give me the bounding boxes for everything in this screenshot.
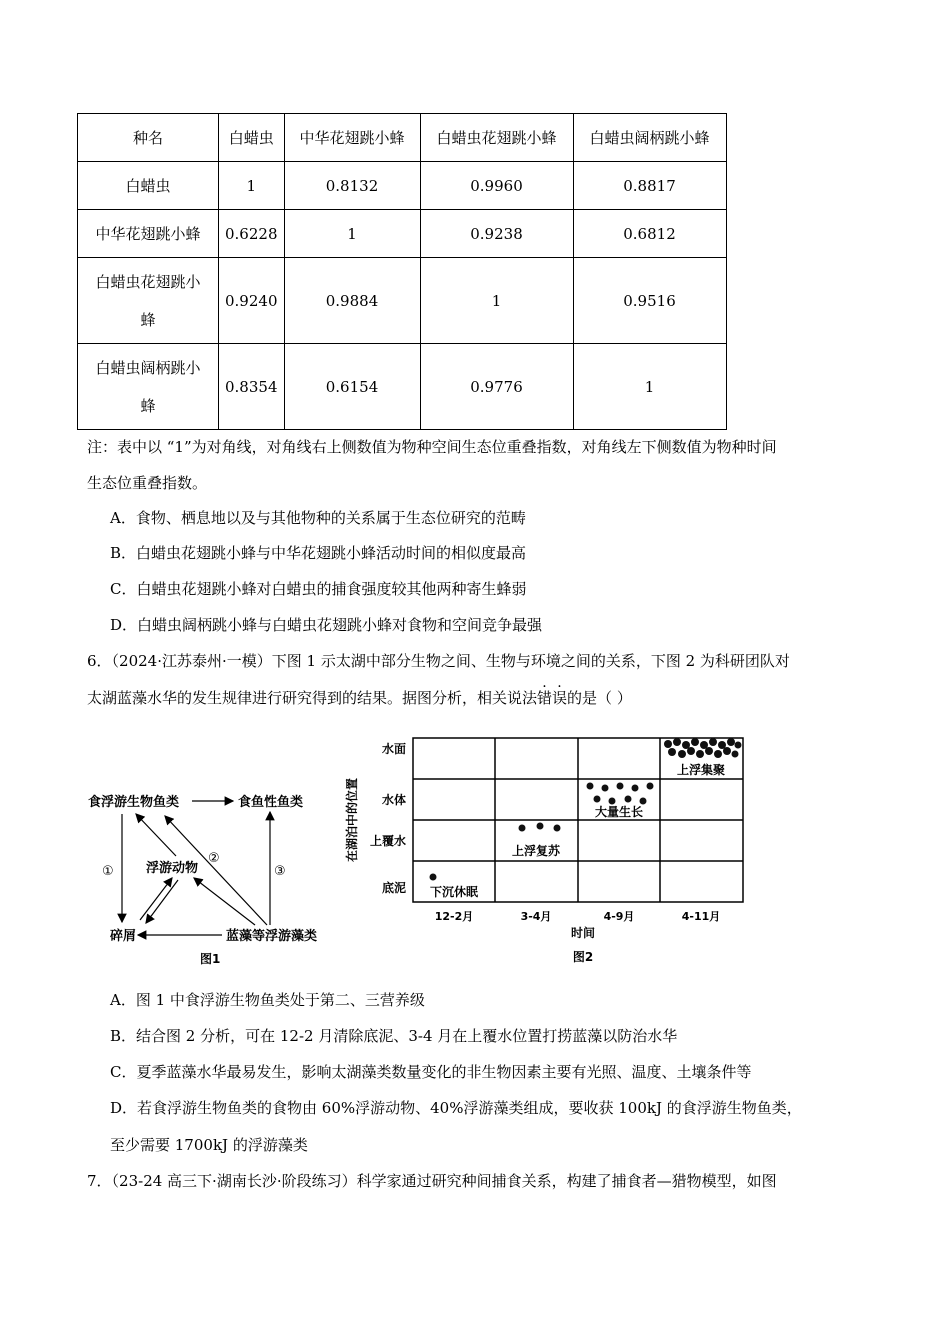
q7-stem-line: 7．（23-24 高三下·湖南长沙·阶段练习）科学家通过研究种间捕食关系，构建了捕食者—猎物模型，如图 <box>87 1172 777 1190</box>
cell-label: 大量生长 <box>594 805 644 819</box>
node-plankton-fish: 食浮游生物鱼类 <box>88 795 180 810</box>
table-note-line: 注：表中以 “1”为对角线，对角线右上侧数值为物种空间生态位重叠指数，对角线左下侧数值为物种时间 <box>87 438 777 456</box>
table-row <box>78 258 727 344</box>
row-species-name: 中华花翅跳小蜂 <box>78 210 219 258</box>
row-species-name <box>78 344 219 430</box>
q6-option-a: A．图 1 中食浮游生物鱼类处于第二、三营养级 <box>110 991 425 1009</box>
table-cell: 0.9240 <box>219 258 285 344</box>
x-axis-title: 时间 <box>570 926 596 940</box>
y-axis-title: 在湖泊中的位置 <box>345 777 359 863</box>
row-label: 上覆水 <box>369 834 406 848</box>
cell-label: 下沉休眠 <box>429 885 479 899</box>
label-3: ③ <box>274 864 286 879</box>
table-cell: 1 <box>573 344 726 430</box>
table-header-cell: 白蜡虫阔柄跳小蜂 <box>573 114 726 162</box>
arrow <box>136 814 176 856</box>
q5-option-c: C．白蜡虫花翅跳小蜂对白蜡虫的捕食强度较其他两种寄生蜂弱 <box>110 580 527 598</box>
table-cell: 0.9238 <box>420 210 573 258</box>
arrow <box>140 878 172 920</box>
species-name-line: 蜂 <box>140 310 156 329</box>
col-label: 12-2月 <box>434 910 474 923</box>
table-cell: 1 <box>219 162 285 210</box>
table-cell: 0.6154 <box>284 344 420 430</box>
row-species-name: 白蜡虫 <box>78 162 219 210</box>
col-label: 4-11月 <box>681 910 721 923</box>
table-cell: 0.8354 <box>219 344 285 430</box>
table-cell: 0.9960 <box>420 162 573 210</box>
q5-option-a: A．食物、栖息地以及与其他物种的关系属于生态位研究的范畴 <box>110 509 526 527</box>
node-blue-algae: 蓝藻等浮游藻类 <box>226 929 318 944</box>
node-zooplankton: 浮游动物 <box>146 861 199 876</box>
table-cell: 1 <box>284 210 420 258</box>
table-cell: 0.8817 <box>573 162 726 210</box>
q5-option-d: D．白蜡虫阔柄跳小蜂与白蜡虫花翅跳小蜂对食物和空间竞争最强 <box>110 616 543 634</box>
q6-option-d: D．若食浮游生物鱼类的食物由 60%浮游动物、40%浮游藻类组成，要收获 100kJ 的食浮游生物鱼类， <box>110 1099 802 1117</box>
col-label: 3-4月 <box>520 910 552 923</box>
figure-2-bloom-grid <box>340 730 760 970</box>
table-cell: 0.6228 <box>219 210 285 258</box>
q6-option-d-continued: 至少需要 1700kJ 的浮游藻类 <box>110 1136 308 1154</box>
algae-cluster-icon <box>430 738 742 881</box>
table-cell: 0.8132 <box>284 162 420 210</box>
table-header-cell: 白蜡虫 <box>219 114 285 162</box>
table-cell: 0.9516 <box>573 258 726 344</box>
niche-overlap-table <box>77 113 727 430</box>
arrow <box>146 880 178 923</box>
label-2: ② <box>208 851 220 866</box>
species-name-line: 白蜡虫花翅跳小 <box>95 272 201 291</box>
table-cell: 0.6812 <box>573 210 726 258</box>
q6-option-c: C．夏季蓝藻水华最易发生，影响太湖藻类数量变化的非生物因素主要有光照、温度、土壤条件等 <box>110 1063 752 1081</box>
q6-stem-text: 太湖蓝藻水华的发生规律进行研究得到的结果。据图分析，相关说法 <box>87 689 538 707</box>
table-header-cell: 白蜡虫花翅跳小蜂 <box>420 114 573 162</box>
table-header-cell: 中华花翅跳小蜂 <box>284 114 420 162</box>
table-row <box>78 162 727 210</box>
figure-1-caption: 图1 <box>200 952 221 966</box>
q6-stem-line: 6．（2024·江苏泰州·一模）下图 1 示太湖中部分生物之间、生物与环境之间的关系，下图 2 为科研团队对 <box>87 652 790 670</box>
table-cell: 0.9776 <box>420 344 573 430</box>
q6-stem-text: 的是（ ） <box>567 689 632 707</box>
row-label: 底泥 <box>381 881 406 895</box>
q5-option-b: B．白蜡虫花翅跳小蜂与中华花翅跳小蜂活动时间的相似度最高 <box>110 544 527 562</box>
figure-2-caption: 图2 <box>572 950 594 964</box>
table-row <box>78 344 727 430</box>
table-note-line: 生态位重叠指数。 <box>87 474 208 492</box>
table-header-row <box>78 114 727 162</box>
table-row <box>78 210 727 258</box>
cell-label: 上浮集聚 <box>676 763 726 777</box>
cell-label: 上浮复苏 <box>511 844 561 858</box>
row-species-name <box>78 258 219 344</box>
label-1: ① <box>102 864 114 879</box>
species-name-line: 蜂 <box>140 396 156 415</box>
q6-option-b: B．结合图 2 分析，可在 12-2 月清除底泥、3-4 月在上覆水位置打捞蓝藻以防治水华 <box>110 1027 678 1045</box>
emphasis-char: 误 <box>552 689 568 707</box>
figure-1-food-web <box>80 780 340 970</box>
emphasis-char: 错 <box>537 689 553 707</box>
table-cell: 1 <box>420 258 573 344</box>
table-header-cell: 种名 <box>78 114 219 162</box>
node-piscivorous-fish: 食鱼性鱼类 <box>238 795 304 810</box>
row-label: 水面 <box>381 742 406 756</box>
node-detritus: 碎屑 <box>110 929 137 944</box>
col-label: 4-9月 <box>603 910 635 923</box>
species-name-line: 白蜡虫阔柄跳小 <box>95 358 201 377</box>
table-cell: 0.9884 <box>284 258 420 344</box>
row-label: 水体 <box>381 793 406 807</box>
q6-stem-line <box>87 688 632 708</box>
arrow <box>194 878 255 925</box>
